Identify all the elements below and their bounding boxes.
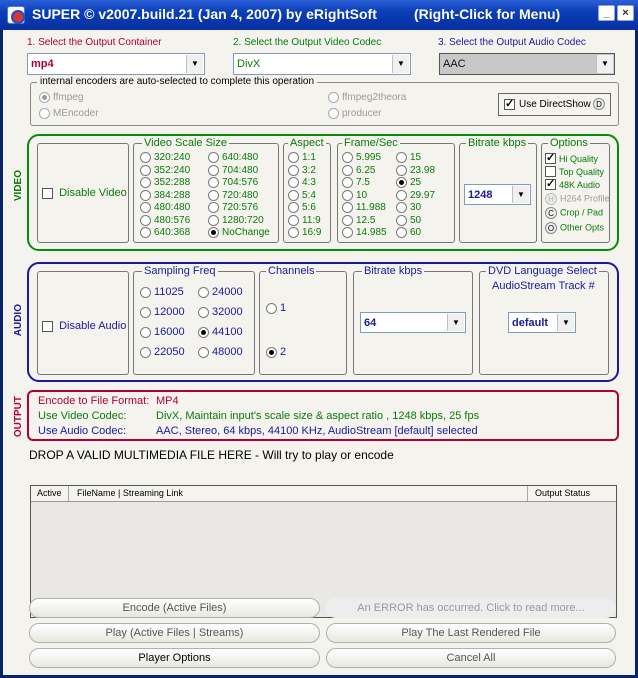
aspect-group bbox=[283, 137, 331, 243]
dvd-language-group bbox=[479, 265, 609, 375]
step-3-label: 3. Select the Output Audio Codec bbox=[438, 37, 586, 48]
play-button[interactable]: Play (Active Files | Streams) bbox=[29, 623, 320, 643]
radio-option[interactable] bbox=[140, 326, 185, 338]
video-codec-select[interactable] bbox=[233, 53, 411, 75]
other-opts-label: Other Opts bbox=[560, 222, 605, 233]
col-output-status[interactable]: Output Status bbox=[527, 486, 616, 501]
radio-option[interactable] bbox=[208, 227, 270, 238]
radio-option[interactable] bbox=[140, 165, 190, 176]
radio-option[interactable] bbox=[396, 202, 421, 213]
video-options-group bbox=[541, 137, 610, 243]
radio-option[interactable] bbox=[396, 177, 421, 188]
video-section bbox=[13, 134, 619, 251]
radio-icon[interactable] bbox=[208, 152, 219, 163]
fps-group bbox=[337, 137, 455, 243]
error-message-button[interactable]: An ERROR has occurred. Click to read more... bbox=[326, 598, 616, 618]
radio-label: 720:576 bbox=[222, 202, 259, 213]
h264-key-icon[interactable]: H bbox=[545, 193, 557, 205]
sampling-freq-title: Sampling Freq bbox=[144, 265, 216, 277]
directshow-key-icon[interactable]: D bbox=[593, 98, 605, 110]
radio-icon[interactable] bbox=[140, 287, 151, 298]
radio-icon[interactable] bbox=[342, 165, 353, 176]
radio-icon[interactable] bbox=[342, 227, 353, 238]
channel-2-label: 2 bbox=[280, 346, 287, 358]
radio-label: 640:480 bbox=[222, 152, 259, 163]
radio-icon[interactable] bbox=[140, 307, 151, 318]
video-bitrate-value: 1248 bbox=[468, 189, 493, 201]
drop-hint: DROP A VALID MULTIMEDIA FILE HERE - Will try to play or encode bbox=[29, 448, 394, 462]
disable-audio-group bbox=[37, 271, 129, 375]
encoder-ffmpeg-radio[interactable] bbox=[39, 92, 83, 103]
radio-label: 32000 bbox=[212, 306, 243, 318]
radio-option[interactable] bbox=[140, 346, 185, 358]
radio-icon[interactable] bbox=[396, 190, 407, 201]
fps-title: Frame/Sec bbox=[344, 137, 398, 149]
crop-pad-label: Crop / Pad bbox=[560, 207, 604, 218]
radio-label: 5:4 bbox=[302, 189, 316, 201]
step-2-label: 2. Select the Output Video Codec bbox=[233, 37, 382, 48]
file-table-header bbox=[31, 486, 616, 502]
radio-icon[interactable] bbox=[208, 215, 219, 226]
sampling-freq-group bbox=[133, 265, 255, 375]
disable-video-toggle[interactable] bbox=[42, 187, 127, 199]
radio-icon[interactable] bbox=[198, 287, 209, 298]
video-side-label: VIDEO bbox=[13, 170, 24, 202]
radio-icon[interactable] bbox=[140, 327, 151, 338]
radio-option[interactable] bbox=[140, 152, 190, 163]
top-quality-option[interactable] bbox=[545, 166, 604, 177]
container-select[interactable] bbox=[27, 53, 205, 75]
radio-icon[interactable] bbox=[396, 152, 407, 163]
audio-section bbox=[13, 262, 619, 382]
radio-label: 6.25 bbox=[356, 164, 376, 176]
radio-option[interactable] bbox=[208, 202, 258, 213]
radio-icon[interactable] bbox=[208, 165, 219, 176]
radio-option[interactable] bbox=[342, 165, 375, 176]
radio-label: 25 bbox=[410, 177, 422, 188]
radio-label: 11025 bbox=[154, 286, 184, 298]
output-video-label: Use Video Codec: bbox=[38, 410, 127, 422]
radio-icon[interactable] bbox=[266, 303, 277, 314]
audio-bitrate-select[interactable] bbox=[360, 312, 466, 333]
radio-icon[interactable] bbox=[396, 202, 407, 213]
encoder-mencoder-label: MEncoder bbox=[53, 108, 99, 119]
radio-icon[interactable] bbox=[288, 227, 299, 238]
window-title: SUPER © v2007.build.21 (Jan 4, 2007) by eRightSoft bbox=[32, 6, 377, 22]
output-side-label: OUTPUT bbox=[13, 396, 24, 438]
radio-label: 480:480 bbox=[154, 202, 191, 213]
radio-label: 320:240 bbox=[154, 152, 191, 163]
video-bitrate-group bbox=[459, 137, 537, 243]
radio-label: 22050 bbox=[154, 346, 185, 358]
disable-audio-toggle[interactable] bbox=[42, 320, 126, 332]
directshow-toggle[interactable] bbox=[498, 93, 611, 116]
radio-label: 720:480 bbox=[222, 189, 259, 201]
chevron-down-icon[interactable]: ▼ bbox=[447, 314, 464, 331]
radio-option[interactable] bbox=[140, 227, 190, 238]
radio-option[interactable] bbox=[198, 286, 243, 298]
dvd-track-select[interactable] bbox=[508, 312, 576, 333]
disable-video-checkbox[interactable] bbox=[42, 188, 53, 199]
col-filename[interactable]: FileName | Streaming Link bbox=[77, 488, 183, 498]
radio-icon[interactable] bbox=[140, 227, 151, 238]
radio-icon[interactable] bbox=[140, 347, 151, 358]
audio-bitrate-value: 64 bbox=[364, 317, 377, 329]
radio-icon[interactable] bbox=[140, 152, 151, 163]
encoder-ffmpeg-label: ffmpeg bbox=[53, 92, 84, 103]
radio-icon[interactable] bbox=[328, 92, 339, 103]
radio-option[interactable] bbox=[288, 165, 316, 176]
output-section bbox=[13, 390, 619, 441]
hi-quality-option[interactable] bbox=[545, 153, 598, 164]
radio-label: 16000 bbox=[154, 326, 185, 338]
directshow-label: Use DirectShow bbox=[519, 99, 591, 110]
radio-option[interactable] bbox=[342, 227, 387, 238]
radio-label: 10 bbox=[356, 189, 368, 201]
play-last-button[interactable]: Play The Last Rendered File bbox=[326, 623, 616, 643]
radio-option[interactable] bbox=[140, 306, 185, 318]
radio-option[interactable] bbox=[198, 306, 243, 318]
radio-label: 30 bbox=[410, 202, 422, 213]
channel-1-radio[interactable] bbox=[266, 302, 286, 314]
radio-option[interactable] bbox=[198, 326, 243, 338]
encoder-ffmpeg2theora-radio[interactable] bbox=[328, 92, 406, 103]
radio-option[interactable] bbox=[396, 190, 435, 201]
chevron-down-icon[interactable]: ▼ bbox=[557, 314, 574, 331]
radio-option[interactable] bbox=[342, 152, 381, 163]
audio-codec-select[interactable] bbox=[439, 53, 615, 75]
player-options-button[interactable]: Player Options bbox=[29, 648, 320, 668]
video-codec-value: DivX bbox=[237, 58, 261, 70]
radio-option[interactable] bbox=[140, 215, 190, 226]
radio-label: 14.985 bbox=[356, 227, 387, 238]
radio-icon[interactable] bbox=[198, 327, 209, 338]
radio-label: 48000 bbox=[212, 346, 243, 358]
radio-option[interactable] bbox=[342, 202, 386, 213]
menu-hint: (Right-Click for Menu) bbox=[414, 6, 561, 22]
radio-label: 44100 bbox=[212, 326, 243, 338]
radio-icon[interactable] bbox=[198, 307, 209, 318]
directshow-checkbox[interactable] bbox=[504, 99, 515, 110]
radio-option[interactable] bbox=[140, 202, 190, 213]
radio-option[interactable] bbox=[342, 215, 375, 226]
dvd-track-value: default bbox=[512, 317, 549, 329]
output-video-value: DivX, Maintain input's scale size & aspect ratio , 1248 kbps, 25 fps bbox=[156, 410, 480, 422]
cancel-all-button[interactable]: Cancel All bbox=[326, 648, 616, 668]
radio-icon[interactable] bbox=[342, 202, 353, 213]
channel-1-label: 1 bbox=[280, 302, 287, 314]
disable-video-group bbox=[37, 143, 129, 243]
audio-codec-value: AAC bbox=[443, 58, 466, 70]
h264-profile-label: H264 Profile bbox=[560, 193, 610, 204]
container-value: mp4 bbox=[31, 58, 54, 70]
radio-icon[interactable] bbox=[140, 215, 151, 226]
dvd-language-subtitle: AudioStream Track # bbox=[492, 280, 595, 292]
channels-title: Channels bbox=[268, 265, 315, 277]
radio-label: 23.98 bbox=[410, 164, 436, 176]
48k-audio-label: 48K Audio bbox=[559, 179, 601, 190]
radio-icon[interactable] bbox=[342, 177, 353, 188]
radio-label: 5.995 bbox=[356, 152, 382, 163]
radio-icon[interactable] bbox=[342, 152, 353, 163]
other-opts-option[interactable] bbox=[545, 222, 604, 234]
video-bitrate-title: Bitrate kbps bbox=[468, 137, 527, 149]
radio-label: NoChange bbox=[222, 227, 270, 238]
radio-icon[interactable] bbox=[328, 108, 339, 119]
radio-icon[interactable] bbox=[198, 347, 209, 358]
app-logo-icon[interactable] bbox=[7, 6, 25, 24]
disable-audio-checkbox[interactable] bbox=[42, 321, 53, 332]
radio-label: 384:288 bbox=[154, 189, 191, 201]
encoder-producer-label: producer bbox=[342, 108, 382, 119]
radio-icon[interactable] bbox=[288, 215, 299, 226]
scale-size-group bbox=[133, 137, 279, 243]
radio-icon[interactable] bbox=[342, 190, 353, 201]
radio-icon[interactable] bbox=[140, 190, 151, 201]
radio-label: 1280:720 bbox=[222, 214, 264, 226]
close-icon[interactable]: × bbox=[617, 5, 634, 21]
radio-icon[interactable] bbox=[396, 177, 407, 188]
radio-icon[interactable] bbox=[208, 202, 219, 213]
radio-icon[interactable] bbox=[208, 227, 219, 238]
radio-icon[interactable] bbox=[288, 152, 299, 163]
radio-label: 12000 bbox=[154, 306, 185, 318]
audio-bitrate-title: Bitrate kbps bbox=[364, 265, 423, 277]
radio-label: 1:1 bbox=[302, 152, 316, 163]
radio-icon[interactable] bbox=[39, 92, 50, 103]
encoder-producer-radio[interactable] bbox=[328, 108, 381, 119]
chevron-down-icon[interactable]: ▼ bbox=[186, 55, 203, 73]
radio-icon[interactable] bbox=[140, 177, 151, 188]
radio-option[interactable] bbox=[396, 152, 421, 163]
encoder-mencoder-radio[interactable] bbox=[39, 108, 99, 119]
chevron-down-icon[interactable]: ▼ bbox=[392, 55, 409, 73]
radio-label: 11:9 bbox=[302, 214, 321, 226]
radio-label: 704:480 bbox=[222, 164, 259, 176]
col-active[interactable]: Active bbox=[31, 486, 69, 501]
hi-quality-label: Hi Quality bbox=[559, 153, 599, 164]
radio-label: 640:368 bbox=[154, 227, 191, 238]
radio-option[interactable] bbox=[208, 215, 264, 226]
output-audio-value: AAC, Stereo, 64 kbps, 44100 KHz, AudioStream [default] selected bbox=[156, 425, 478, 437]
hi-quality-checkbox[interactable] bbox=[545, 153, 556, 164]
scale-size-title: Video Scale Size bbox=[144, 137, 227, 149]
radio-icon[interactable] bbox=[288, 190, 299, 201]
title-bar[interactable] bbox=[0, 0, 638, 30]
radio-icon[interactable] bbox=[396, 227, 407, 238]
radio-option[interactable] bbox=[288, 215, 321, 226]
audio-bitrate-group bbox=[353, 265, 473, 375]
other-key-icon[interactable]: O bbox=[545, 222, 557, 234]
radio-icon[interactable] bbox=[342, 215, 353, 226]
radio-option[interactable] bbox=[396, 165, 435, 176]
encoders-group bbox=[30, 76, 619, 126]
radio-option[interactable] bbox=[208, 152, 258, 163]
minimize-icon[interactable]: _ bbox=[598, 5, 615, 21]
radio-icon[interactable] bbox=[140, 202, 151, 213]
channel-2-radio[interactable] bbox=[266, 346, 286, 358]
radio-label: 480:576 bbox=[154, 214, 191, 226]
radio-label: 352:288 bbox=[154, 177, 191, 188]
radio-label: 5:6 bbox=[302, 202, 316, 213]
radio-label: 3:2 bbox=[302, 164, 316, 176]
radio-icon[interactable] bbox=[266, 347, 277, 358]
chevron-down-icon[interactable]: ▼ bbox=[512, 186, 529, 203]
radio-option[interactable] bbox=[288, 152, 316, 163]
radio-option[interactable] bbox=[342, 177, 370, 188]
client-area bbox=[3, 30, 635, 675]
encoders-legend: internal encoders are auto-selected to complete this operation bbox=[37, 76, 317, 87]
radio-option[interactable] bbox=[208, 165, 258, 176]
dvd-language-title: DVD Language Select bbox=[488, 265, 597, 277]
output-format-label: Encode to File Format: bbox=[38, 395, 150, 407]
disable-audio-label: Disable Audio bbox=[59, 320, 127, 333]
audio-side-label: AUDIO bbox=[13, 304, 24, 337]
top-quality-checkbox[interactable] bbox=[545, 166, 556, 177]
radio-label: 24000 bbox=[212, 286, 243, 298]
radio-label: 352:240 bbox=[154, 164, 191, 176]
radio-option[interactable] bbox=[342, 190, 367, 201]
step-1-label: 1. Select the Output Container bbox=[27, 37, 162, 48]
radio-label: 12.5 bbox=[356, 214, 376, 226]
radio-option[interactable] bbox=[288, 227, 321, 238]
radio-option[interactable] bbox=[140, 190, 190, 201]
radio-icon[interactable] bbox=[396, 215, 407, 226]
radio-label: 4:3 bbox=[302, 177, 316, 188]
radio-icon[interactable] bbox=[288, 177, 299, 188]
radio-label: 50 bbox=[410, 214, 422, 226]
radio-label: 15 bbox=[410, 152, 422, 163]
radio-icon[interactable] bbox=[396, 165, 407, 176]
radio-option[interactable] bbox=[140, 286, 184, 298]
crop-pad-option[interactable] bbox=[545, 207, 603, 219]
video-options-title: Options bbox=[550, 137, 588, 149]
chevron-down-icon[interactable]: ▼ bbox=[596, 55, 613, 73]
radio-label: 29.97 bbox=[410, 189, 436, 201]
top-quality-label: Top Quality bbox=[559, 166, 605, 177]
radio-option[interactable] bbox=[288, 202, 316, 213]
48k-audio-option[interactable] bbox=[545, 179, 600, 190]
radio-option[interactable] bbox=[396, 215, 421, 226]
encode-button[interactable]: Encode (Active Files) bbox=[29, 598, 320, 618]
radio-icon[interactable] bbox=[288, 202, 299, 213]
disable-video-label: Disable Video bbox=[59, 187, 127, 200]
radio-option[interactable] bbox=[208, 190, 258, 201]
output-audio-label: Use Audio Codec: bbox=[38, 425, 127, 437]
video-bitrate-select[interactable] bbox=[464, 184, 531, 205]
output-format-value: MP4 bbox=[156, 395, 179, 407]
radio-icon[interactable] bbox=[208, 177, 219, 188]
radio-option[interactable] bbox=[288, 190, 316, 201]
encoder-ffmpeg2theora-label: ffmpeg2theora bbox=[342, 92, 407, 103]
channels-group bbox=[259, 265, 347, 375]
radio-icon[interactable] bbox=[39, 108, 50, 119]
aspect-title: Aspect bbox=[290, 137, 324, 149]
radio-label: 7.5 bbox=[356, 177, 370, 188]
radio-label: 60 bbox=[410, 227, 422, 238]
radio-label: 16:9 bbox=[302, 227, 322, 238]
48k-audio-checkbox[interactable] bbox=[545, 179, 556, 190]
radio-label: 11.988 bbox=[356, 202, 386, 213]
radio-option[interactable] bbox=[208, 177, 258, 188]
radio-option[interactable] bbox=[140, 177, 190, 188]
radio-icon[interactable] bbox=[208, 190, 219, 201]
radio-option[interactable] bbox=[288, 177, 316, 188]
radio-icon[interactable] bbox=[140, 165, 151, 176]
radio-option[interactable] bbox=[198, 346, 243, 358]
h264-profile-option[interactable] bbox=[545, 193, 610, 205]
crop-key-icon[interactable]: C bbox=[545, 207, 557, 219]
radio-option[interactable] bbox=[396, 227, 421, 238]
radio-label: 704:576 bbox=[222, 177, 259, 188]
radio-icon[interactable] bbox=[288, 165, 299, 176]
